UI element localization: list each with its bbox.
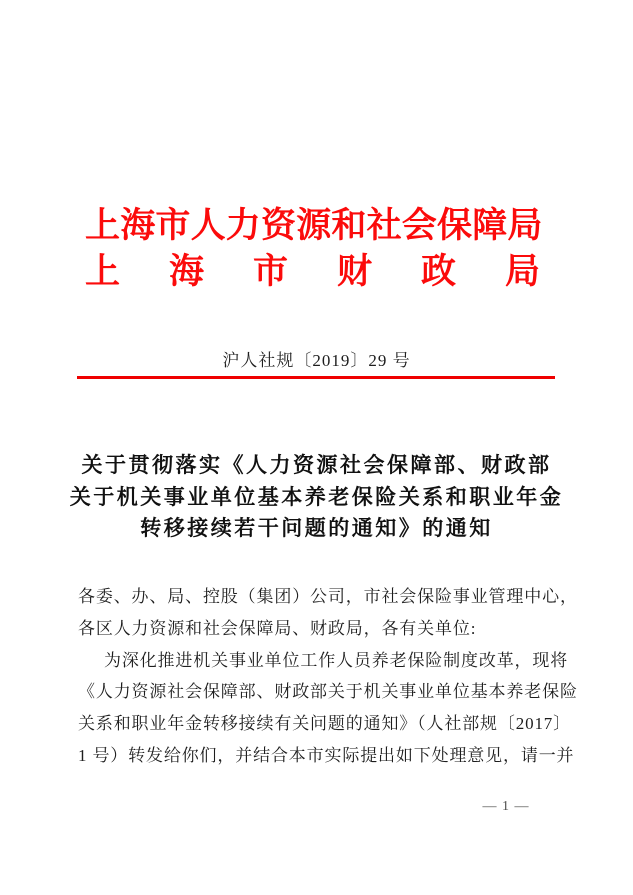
page-number: — 1 — bbox=[482, 799, 530, 814]
document-title-line: 关于贯彻落实《人力资源社会保障部、财政部 bbox=[81, 453, 552, 477]
paragraph-line: 1 号）转发给你们，并结合本市实际提出如下处理意见，请一并 bbox=[78, 745, 575, 765]
document-title-line: 转移接续若干问题的通知》的通知 bbox=[140, 516, 493, 541]
document-number: 沪人社规〔2019〕29 号 bbox=[222, 351, 411, 370]
paragraph-line: 《人力资源社会保障部、财政部关于机关事业单位基本养老保险 bbox=[78, 682, 578, 702]
org-name-line2: 上海市财政局 bbox=[85, 252, 590, 291]
org-name-line1: 上海市人力资源和社会保障局 bbox=[85, 206, 543, 245]
document-body bbox=[78, 581, 588, 772]
document-title bbox=[0, 450, 633, 545]
salutation-line: 各区人力资源和社会保障局、财政局，各有关单位: bbox=[78, 618, 477, 638]
red-divider-line bbox=[77, 376, 555, 379]
paragraph-line: 关系和职业年金转移接续有关问题的通知》（人社部规〔2017〕 bbox=[78, 714, 571, 734]
issuing-authority-header bbox=[85, 203, 590, 295]
document-title-line: 关于机关事业单位基本养老保险关系和职业年金 bbox=[69, 484, 564, 509]
paragraph-line: 为深化推进机关事业单位工作人员养老保险制度改革，现将 bbox=[104, 650, 569, 670]
salutation-line: 各委、办、局、控股（集团）公司，市社会保险事业管理中心， bbox=[78, 587, 578, 606]
